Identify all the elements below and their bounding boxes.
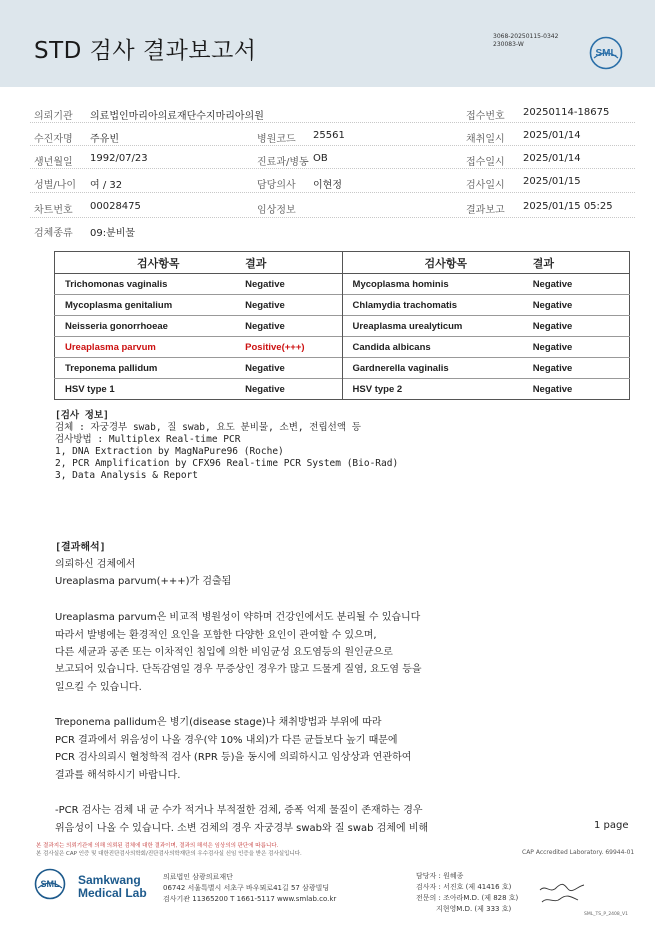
table-row bbox=[55, 295, 630, 316]
test-item: Mycoplasma hominis bbox=[342, 274, 523, 295]
cap-accreditation: CAP Accredited Laboratory. 69944-01 bbox=[522, 849, 635, 856]
table-row bbox=[55, 358, 630, 379]
dept-label: 진료과/병동 bbox=[257, 157, 309, 168]
sml-logo-text: SML bbox=[595, 48, 617, 59]
test-result: Negative bbox=[523, 379, 630, 400]
report-code-line2: 230083-W bbox=[493, 41, 524, 48]
birth-label: 생년월일 bbox=[34, 157, 73, 168]
staff-line: 지현영M.D. (제 333 호) bbox=[416, 905, 512, 913]
interpretation-line: PCR 결과에서 위음성이 나올 경우(약 10% 내외)가 다른 균들보다 높기 때문에 bbox=[55, 735, 398, 746]
test-item: Ureaplasma urealyticum bbox=[342, 316, 523, 337]
divider bbox=[30, 217, 635, 218]
sml-logo-text: SML bbox=[40, 879, 60, 889]
table-row bbox=[55, 337, 630, 358]
test-item: Treponema pallidum bbox=[55, 358, 236, 379]
staff-line: 검사자 : 서진호 (제 41416 호) bbox=[416, 883, 512, 891]
interpretation-line: Ureaplasma parvum(+++)가 검출됨 bbox=[55, 576, 232, 587]
test-item: Chlamydia trachomatis bbox=[342, 295, 523, 316]
test-info-line: 1, DNA Extraction by MagNaPure96 (Roche) bbox=[55, 446, 284, 457]
patient-name-value: 주유빈 bbox=[90, 134, 119, 145]
test-info-heading: [검사 정보] bbox=[55, 410, 109, 421]
interpretation-line: 위음성이 나올 수 있습니다. 소변 검체의 경우 자궁경부 swab와 질 swab 검체에 비해 bbox=[55, 823, 429, 834]
test-result-positive: Positive(+++) bbox=[235, 337, 342, 358]
doctor-value: 이현정 bbox=[313, 180, 342, 191]
page-number: 1 page bbox=[594, 820, 629, 831]
test-info-line: 2, PCR Amplification by CFX96 Real-time PCR System (Bio-Rad) bbox=[55, 458, 399, 469]
interpretation-line: 일으킬 수 있습니다. bbox=[55, 682, 142, 693]
hospital-code-value: 25561 bbox=[313, 130, 345, 141]
reception-no-label: 접수번호 bbox=[466, 111, 505, 122]
org-contact: 검사기관 11365200 T 1661-5117 www.smlab.co.kr bbox=[163, 895, 337, 903]
staff-line: 전문의 : 조아라M.D. (제 828 호) bbox=[416, 894, 519, 902]
form-id: SML_TS_P_2408_V1 bbox=[584, 912, 628, 917]
brand-name-line1: Samkwang bbox=[78, 873, 141, 887]
col-item-header: 검사항목 bbox=[342, 252, 523, 274]
table-row bbox=[55, 274, 630, 295]
divider bbox=[30, 168, 635, 169]
interpretation-line: 결과를 해석하시기 바랍니다. bbox=[55, 770, 181, 781]
interpretation-line: Treponema pallidum은 병기(disease stage)나 채취방법과 부위에 따라 bbox=[55, 717, 382, 728]
staff-info bbox=[416, 871, 518, 915]
test-result: Negative bbox=[523, 337, 630, 358]
doctor-label: 담당의사 bbox=[257, 180, 296, 191]
staff-line: 담당자 : 원혜종 bbox=[416, 872, 464, 880]
divider bbox=[30, 145, 635, 146]
test-result: Negative bbox=[523, 358, 630, 379]
report-date-value: 2025/01/15 05:25 bbox=[523, 201, 613, 212]
test-result: Negative bbox=[523, 295, 630, 316]
hospital-code-label: 병원코드 bbox=[257, 134, 296, 145]
col-result-header: 결과 bbox=[523, 252, 630, 274]
col-item-header: 검사항목 bbox=[55, 252, 236, 274]
test-result: Negative bbox=[235, 379, 342, 400]
interpretation-line: Ureaplasma parvum은 비교적 병원성이 약하며 건강인에서도 분리될 수 있습니다 bbox=[55, 612, 421, 623]
interpretation-heading: [결과해석] bbox=[55, 542, 106, 553]
specimen-label: 검체종류 bbox=[34, 228, 73, 239]
institution-label: 의뢰기관 bbox=[34, 111, 73, 122]
report-date-label: 결과보고 bbox=[466, 205, 505, 216]
reception-no-value: 20250114-18675 bbox=[523, 107, 610, 118]
chart-no-value: 00028475 bbox=[90, 201, 141, 212]
interpretation-line: 따라서 발병에는 환경적인 요인을 포함한 다양한 요인이 관여할 수 있으며, bbox=[55, 630, 377, 641]
institution-value: 의료법인마리아의료재단수지마리아의원 bbox=[90, 111, 264, 122]
test-info-line: 검체 : 자궁경부 swab, 질 swab, 요도 분비물, 소변, 전립선액 등 bbox=[55, 422, 361, 433]
report-header bbox=[0, 0, 655, 87]
test-item: Candida albicans bbox=[342, 337, 523, 358]
interpretation-line: 보고되어 있습니다. 단독감염일 경우 무증상인 경우가 많고 드물게 질염, 요도염 등을 bbox=[55, 664, 422, 675]
test-date-label: 검사일시 bbox=[466, 180, 505, 191]
test-info bbox=[55, 410, 398, 482]
test-result: Negative bbox=[523, 316, 630, 337]
test-info-line: 3, Data Analysis & Report bbox=[55, 470, 198, 481]
org-name: 의료법인 삼광의료재단 bbox=[163, 873, 233, 881]
sml-logo-icon bbox=[589, 36, 623, 70]
test-item: Neisseria gonorrhoeae bbox=[55, 316, 236, 337]
interpretation-line: 다른 세균과 공존 또는 이차적인 침입에 의한 비임균성 요도염등의 원인균으로 bbox=[55, 647, 393, 658]
clinical-label: 임상정보 bbox=[257, 205, 296, 216]
receipt-date-label: 접수일시 bbox=[466, 157, 505, 168]
collect-date-label: 채취일시 bbox=[466, 134, 505, 145]
test-info-line: 검사방법 : Multiplex Real-time PCR bbox=[55, 434, 241, 445]
test-item: Gardnerella vaginalis bbox=[342, 358, 523, 379]
footer-notice: 본 결과지는 의뢰기관에 의해 의뢰된 검체에 대한 결과이며, 결과의 해석은 임상의의 판단에 따릅니다. bbox=[36, 843, 279, 849]
test-item-positive: Ureaplasma parvum bbox=[55, 337, 236, 358]
test-item: HSV type 2 bbox=[342, 379, 523, 400]
patient-name-label: 수진자명 bbox=[34, 134, 73, 145]
divider bbox=[30, 192, 635, 193]
brand-name-line2: Medical Lab bbox=[78, 886, 147, 900]
brand-name bbox=[78, 874, 147, 900]
interpretation-line: PCR 검사의뢰시 혈청학적 검사 (RPR 등)을 동시에 의뢰하시고 임상상과 연관하여 bbox=[55, 752, 412, 763]
test-result: Negative bbox=[235, 358, 342, 379]
report-codes bbox=[493, 33, 558, 49]
table-row bbox=[55, 316, 630, 337]
interpretation-line: -PCR 검사는 검체 내 균 수가 적거나 부적절한 검체, 증폭 억제 물질이 존재하는 경우 bbox=[55, 805, 423, 816]
signature-icon bbox=[538, 880, 586, 908]
divider bbox=[30, 122, 635, 123]
report-code-line1: 3068-20250115-0342 bbox=[493, 33, 559, 40]
sex-age-label: 성별/나이 bbox=[34, 180, 77, 191]
footer-accreditation-notice: 본 검사실은 CAP 인증 및 대한진단검사의학회/진단검사의학재단의 우수검사실 신임 인증을 받은 검사실입니다. bbox=[36, 851, 302, 857]
test-item: Mycoplasma genitalium bbox=[55, 295, 236, 316]
results-header-row bbox=[55, 252, 630, 274]
interpretation-line: 의뢰하신 검체에서 bbox=[55, 559, 136, 570]
test-result: Negative bbox=[245, 278, 285, 290]
report-title: STD 검사 결과보고서 bbox=[34, 38, 257, 64]
chart-no-label: 차트번호 bbox=[34, 205, 73, 216]
dept-value: OB bbox=[313, 153, 328, 164]
test-item: Trichomonas vaginalis bbox=[65, 278, 168, 290]
org-info bbox=[163, 872, 336, 905]
test-item: HSV type 1 bbox=[55, 379, 236, 400]
collect-date-value: 2025/01/14 bbox=[523, 130, 581, 141]
results-table bbox=[54, 251, 630, 400]
birth-value: 1992/07/23 bbox=[90, 153, 148, 164]
test-result: Negative bbox=[532, 278, 573, 290]
samkwang-logo-icon bbox=[34, 868, 66, 900]
org-address: 06742 서울특별시 서초구 바우뫼로41길 57 삼광빌딩 bbox=[163, 884, 330, 892]
table-row bbox=[55, 379, 630, 400]
test-result: Negative bbox=[235, 316, 342, 337]
test-date-value: 2025/01/15 bbox=[523, 176, 581, 187]
receipt-date-value: 2025/01/14 bbox=[523, 153, 581, 164]
test-result: Negative bbox=[235, 295, 342, 316]
sex-age-value: 여 / 32 bbox=[90, 180, 123, 191]
col-result-header: 결과 bbox=[235, 252, 342, 274]
specimen-value: 09:분비물 bbox=[90, 228, 136, 239]
